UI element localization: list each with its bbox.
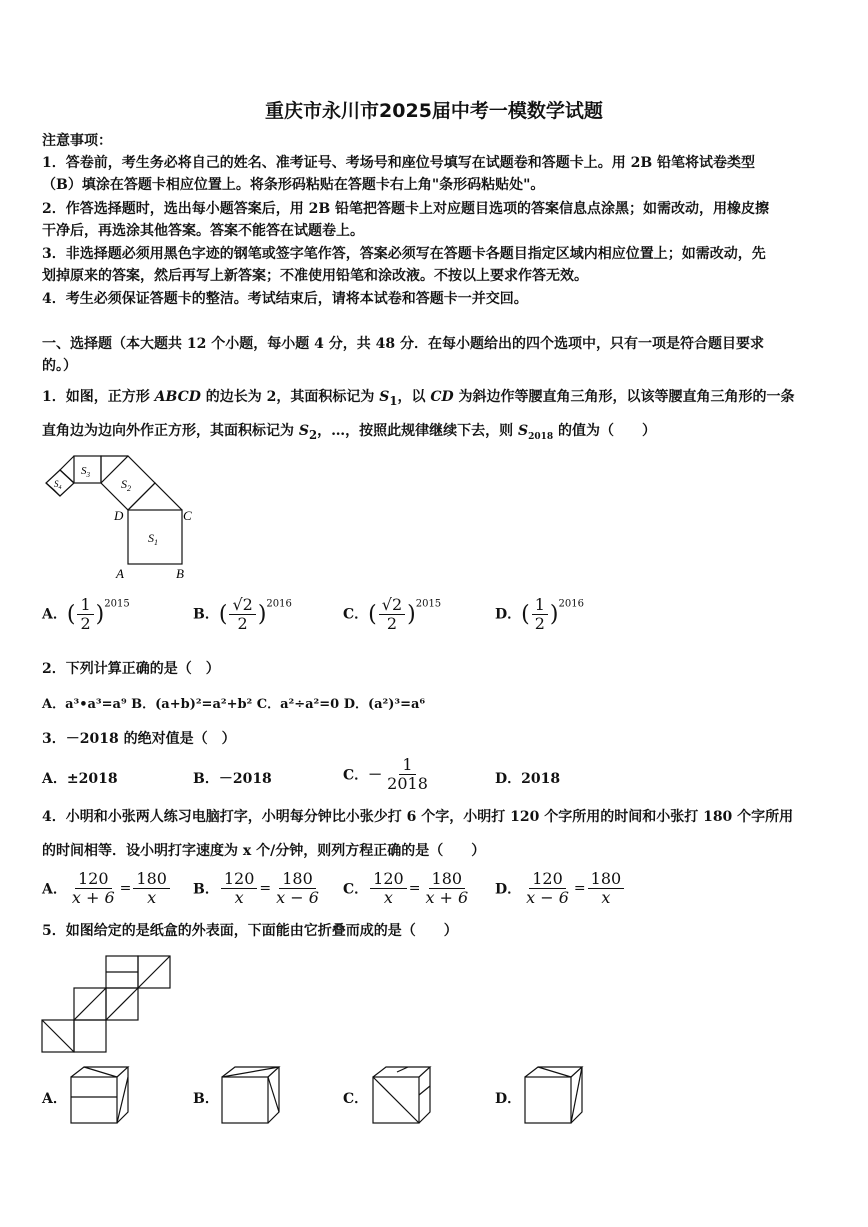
fig-label-a: A (116, 566, 124, 581)
q4-stem-line-1: 4．小明和小张两人练习电脑打字，小明每分钟比小张少打 6 个字，小明打 120 个字所用的时间和小张打 180 个字所用 (42, 809, 794, 825)
q5-option-d-cube[interactable] (522, 1064, 586, 1126)
fig-label-c: C (183, 508, 192, 523)
q4-option-c[interactable]: C． $\frac{120}{x}$ = $\frac{180}{x + 6}$ (343, 869, 469, 907)
fig-label-s3: $S_3$ (81, 465, 90, 479)
q1-stem-line-2: 直角边为边向外作正方形，其面积标记为 $S_2$，…，按照此规律继续下去，则 $S_{2018}$ 的值为（ ） (42, 423, 657, 442)
fig-label-d: D (114, 508, 124, 523)
q1-option-b[interactable]: B．( $\frac{√2}{2}$ )$^{2016}$ (193, 595, 292, 633)
notice-line-1b: （B）填涂在答题卡相应位置上。将条形码粘贴在答题卡右上角"条形码粘贴处"。 (42, 177, 545, 193)
notice-line-2a: 2．作答选择题时，选出每小题答案后，用 2B 铅笔把答题卡上对应题目选项的答案信息点涂黑；如需改动，用橡皮擦 (42, 201, 770, 217)
notice-line-3b: 划掉原来的答案，然后再写上新答案；不准使用铅笔和涂改液。不按以上要求作答无效。 (42, 268, 588, 284)
q5-stem: 5．如图给定的是纸盒的外表面，下面能由它折叠而成的是（ ） (42, 923, 458, 939)
q5-option-d-label[interactable]: D． (495, 1091, 522, 1107)
fig-label-s4: $S_4$ (54, 479, 62, 491)
q1-stem-line-1: 1．如图，正方形 ABCD 的边长为 2，其面积标记为 $S_1$，以 CD 为斜边作等腰直角三角形，以该等腰直角三角形的一条 (42, 389, 795, 408)
square-s2 (101, 456, 155, 510)
page-title: 重庆市永川市2025届中考一模数学试题 (265, 100, 603, 122)
notice-heading: 注意事项： (42, 133, 112, 149)
q5-option-c-cube[interactable] (370, 1064, 434, 1126)
q5-option-a-cube[interactable] (68, 1064, 132, 1126)
fig-label-s1: $S_1$ (148, 531, 158, 547)
q3-option-b[interactable]: B．－2018 (193, 771, 272, 787)
q4-option-d[interactable]: D． $\frac{120}{x - 6}$ = $\frac{180}{x}$ (495, 870, 626, 907)
q2-options[interactable]: A．a³•a³=a⁹ B．(a+b)²=a²+b² C．a²÷a²=0 D．(a²)³=a⁶ (42, 697, 426, 712)
fig-label-s2: $S_2$ (121, 477, 131, 493)
triangle-1 (128, 483, 182, 510)
square-s4 (46, 470, 74, 496)
q5-option-b-cube[interactable] (219, 1064, 283, 1126)
q1-option-d[interactable]: D．( $\frac{1}{2}$ )$^{2016}$ (495, 595, 584, 633)
triangle-3 (60, 456, 74, 483)
q5-net-figure (40, 954, 180, 1056)
q3-stem: 3．－2018 的绝对值是（ ） (42, 731, 236, 747)
q1-figure (40, 452, 200, 582)
q2-stem: 2．下列计算正确的是（ ） (42, 661, 220, 677)
q4-option-a[interactable]: A． $\frac{120}{x + 6}$ = $\frac{180}{x}$ (42, 870, 172, 907)
q3-option-d[interactable]: D．2018 (495, 771, 561, 787)
notice-line-4: 4．考生必须保证答题卡的整洁。考试结束后，请将本试卷和答题卡一并交回。 (42, 291, 528, 307)
square-s1 (128, 510, 182, 564)
fig-label-b: B (176, 566, 184, 581)
notice-line-2b: 干净后，再选涂其他答案。答案不能答在试题卷上。 (42, 223, 364, 239)
section-heading-2: 的。） (42, 358, 77, 374)
q3-option-c[interactable]: C．－ $\frac{1}{2018}$ (343, 755, 428, 793)
q1-option-a[interactable]: A．( $\frac{1}{2}$ )$^{2015}$ (42, 595, 130, 633)
q4-stem-line-2: 的时间相等．设小明打字速度为 x 个/分钟，则列方程正确的是（ ） (42, 843, 486, 859)
q5-option-c-label[interactable]: C． (343, 1091, 369, 1107)
q1-option-c[interactable]: C．( $\frac{√2}{2}$ )$^{2015}$ (343, 595, 442, 633)
q4-option-b[interactable]: B． $\frac{120}{x}$ = $\frac{180}{x - 6}$ (193, 869, 319, 907)
section-heading-1: 一、选择题（本大题共 12 个小题，每小题 4 分，共 48 分．在每小题给出的四个选项中，只有一项是符合题目要求 (42, 336, 764, 352)
notice-line-3a: 3．非选择题必须用黑色字迹的钢笔或签字笔作答，答案必须写在答题卡各题目指定区域内相应位置上；如需改动，先 (42, 246, 766, 262)
q3-option-a[interactable]: A．±2018 (42, 771, 118, 787)
q5-option-a-label[interactable]: A． (42, 1091, 67, 1107)
notice-line-1a: 1．答卷前，考生务必将自己的姓名、准考证号、考场号和座位号填写在试题卷和答题卡上。用 2B 铅笔将试卷类型 (42, 155, 756, 171)
q5-option-b-label[interactable]: B． (193, 1091, 219, 1107)
